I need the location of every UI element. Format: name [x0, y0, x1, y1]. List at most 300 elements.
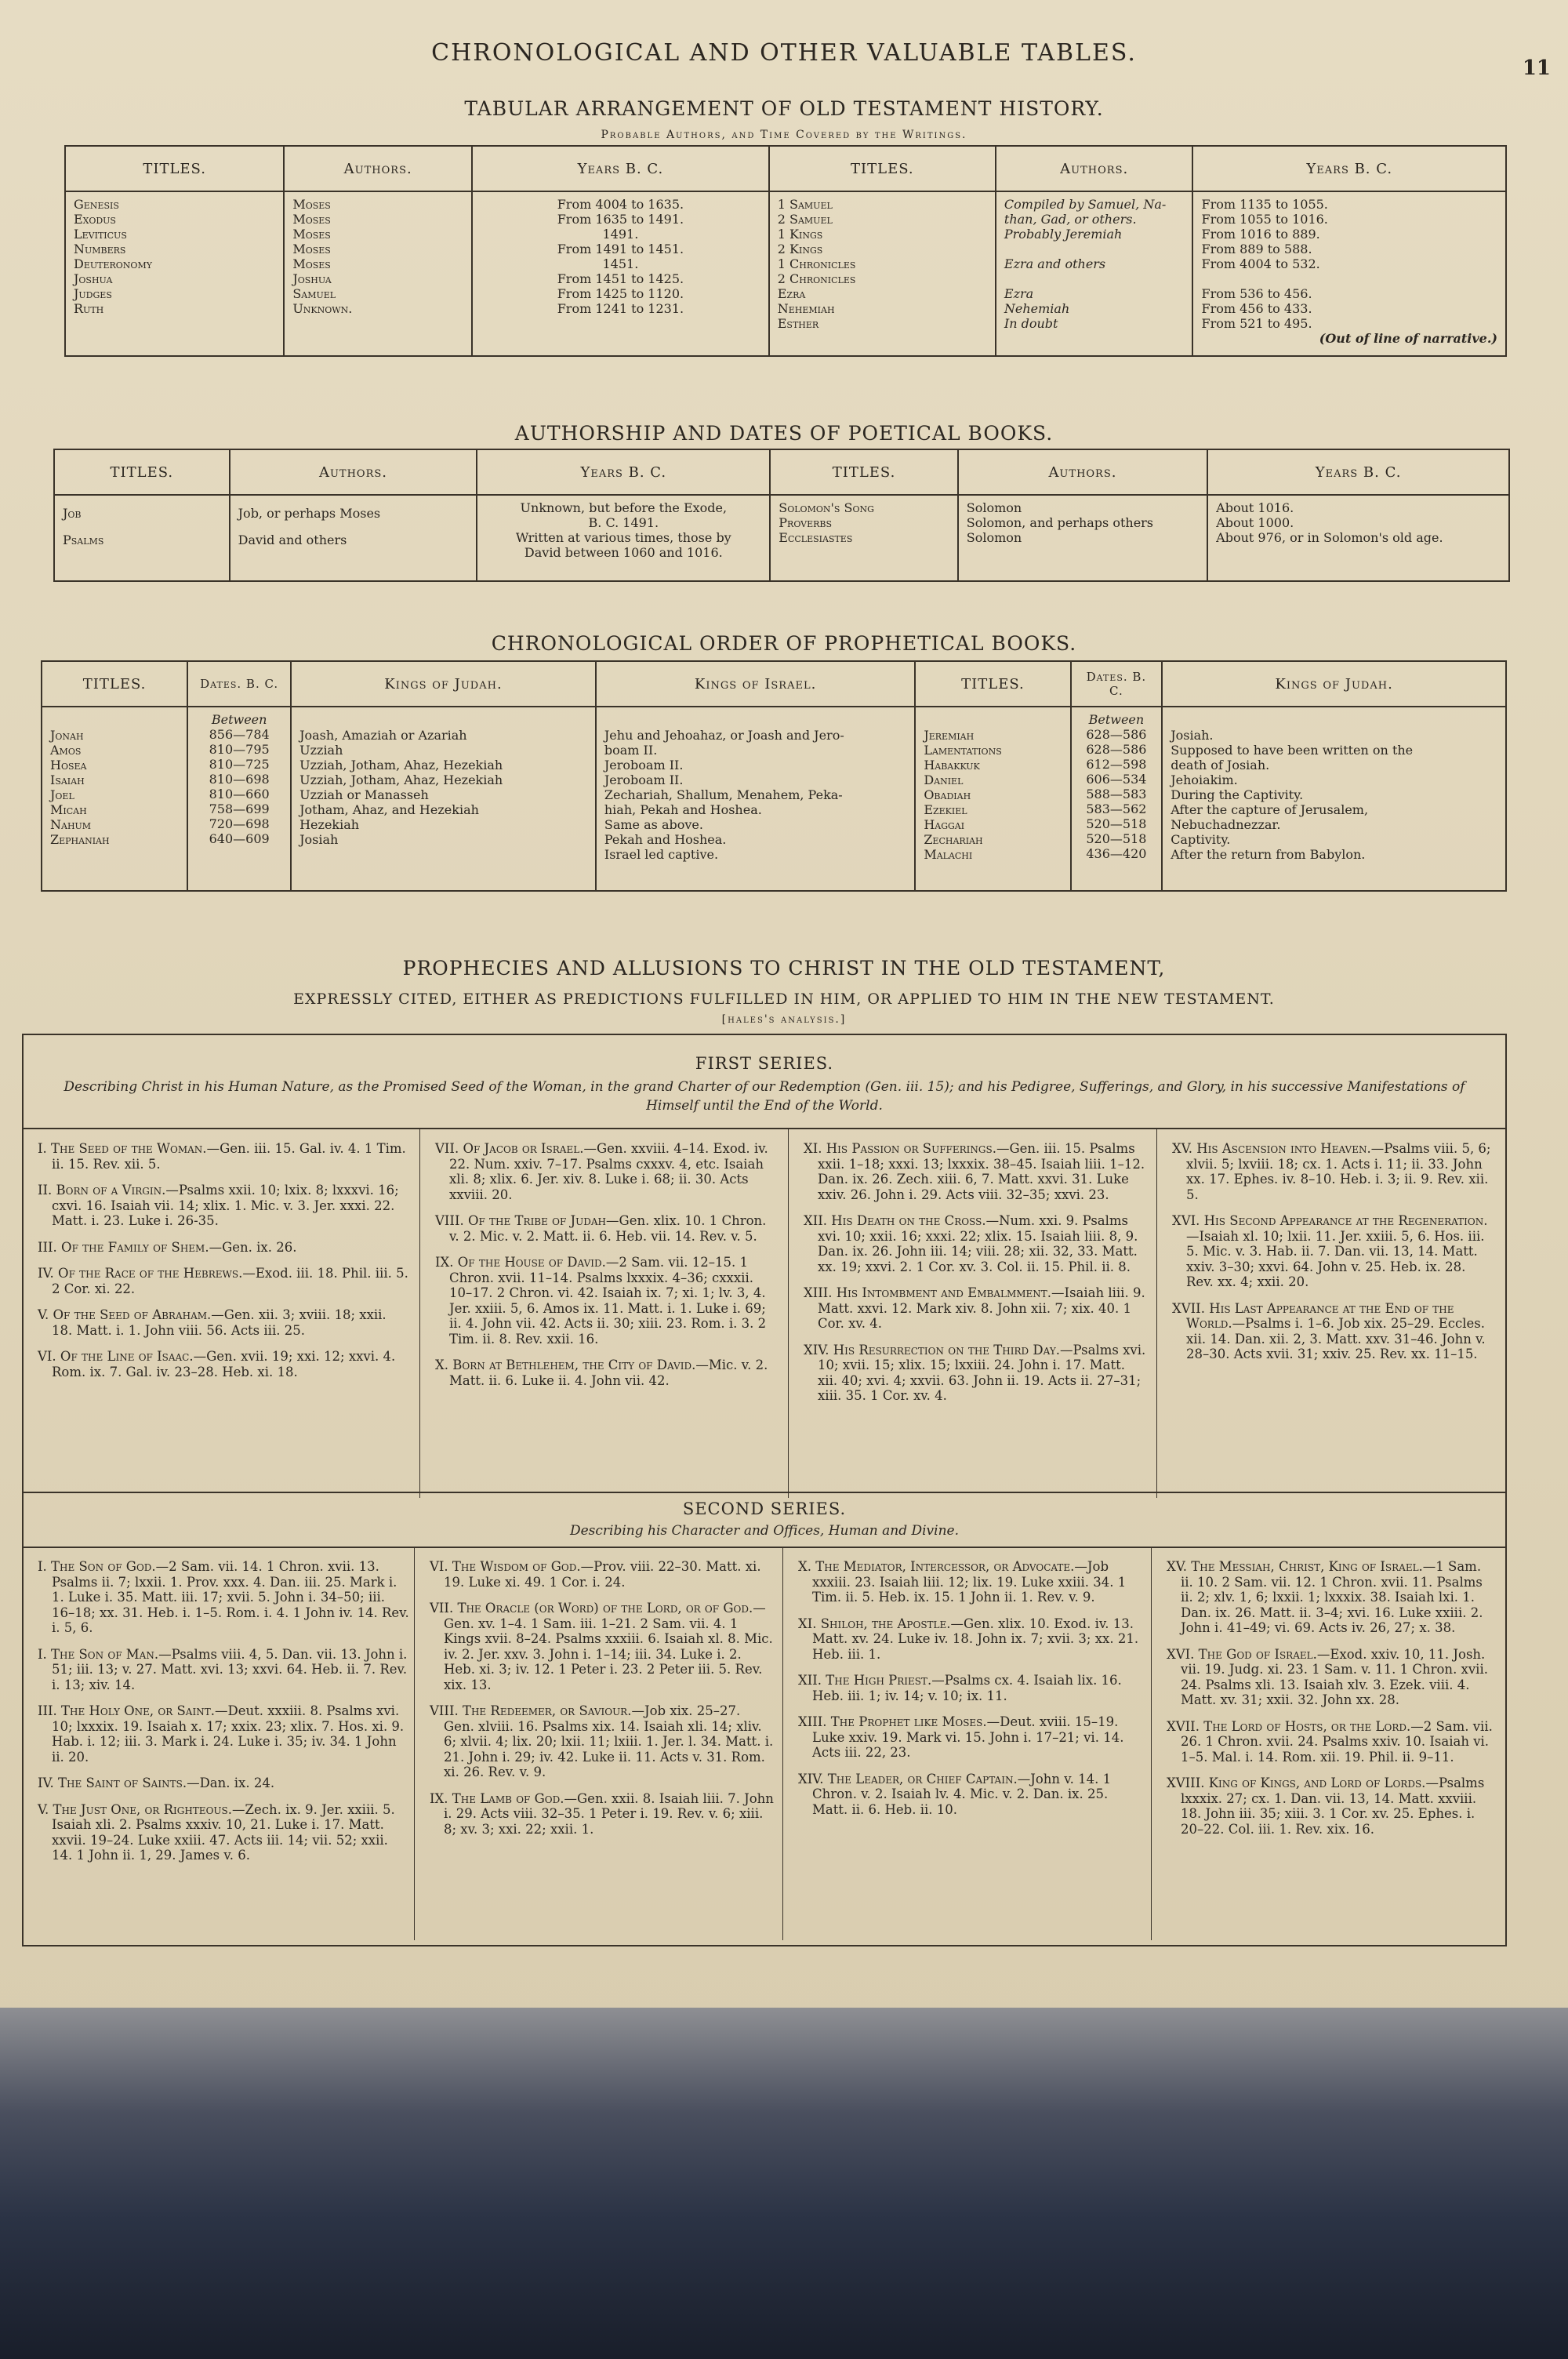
col-header: Years B. C. — [1207, 449, 1509, 495]
prophetical-left-titles — [42, 707, 187, 891]
col-header: Years B. C. — [477, 449, 770, 495]
prophecy-entry-refs: —Gen. xlix. 10. 1 Chron. v. 2. Mic. v. 2. Matt. ii. 6. Heb. vii. 14. Rev. v. 5. — [449, 1213, 767, 1244]
table-line: Joshua — [74, 271, 113, 286]
prophecy-entry-title: IV. Of the Race of the Hebrews. — [38, 1266, 243, 1281]
col-header: Authors. — [230, 449, 477, 495]
table-line: Captivity. — [1171, 832, 1231, 847]
table-line: Moses — [292, 256, 331, 271]
table-line: Jeremiah — [924, 728, 975, 743]
table-line: During the Captivity. — [1171, 787, 1304, 802]
prophecy-entry-title: XI. His Passion or Sufferings. — [804, 1141, 996, 1156]
second-series-description: Describing his Character and Offices, Human and Divine. — [569, 1523, 960, 1539]
right-authors-cell — [996, 191, 1193, 356]
table-line: After the return from Babylon. — [1171, 847, 1366, 862]
between-label: Between — [1088, 712, 1145, 727]
prophecy-entry-title: XVII. The Lord of Hosts, or the Lord. — [1167, 1718, 1411, 1734]
prophecy-entry-title: XVII. His Last Appearance at the End of the World. — [1172, 1300, 1454, 1331]
table-line: From 4004 to 1635. — [557, 197, 684, 212]
table-line: 588—583 — [1086, 787, 1147, 801]
prophecy-entry — [798, 1772, 1143, 1818]
table-line: Compiled by Samuel, Na- — [1004, 197, 1167, 212]
table-line: hiah, Pekah and Hoshea. — [604, 802, 762, 817]
table-line: 1 Samuel — [777, 197, 833, 212]
table-line: 810—725 — [209, 757, 270, 772]
prophecy-entry-title: XIV. The Leader, or Chief Captain. — [798, 1771, 1018, 1787]
table-line: 436—420 — [1086, 846, 1147, 861]
prophecy-entry-refs: —2 Sam. vii. 12–15. 1 Chron. xvii. 11–14. Psalms lxxxix. 4–36; cxxxii. 10–17. 2 Chron. vi. 42. Isaiah ix. 7; xi. 1; lv. 3, 4. Jer. xxiii. 5, 6. Amos ix. 11. Matt. i. 1. Luke i. 69; ii. 4. John vii. 42. Acts ii. 30; xiii. 23. Rom. i. 3. 2 Tim. ii. 8. Rev. xxii. 16. — [449, 1255, 767, 1347]
table-line: Uzziah or Manasseh — [299, 787, 429, 802]
table-line: 628—586 — [1086, 742, 1147, 757]
table-line: Haggai — [924, 817, 965, 832]
table-line: Joel — [50, 787, 74, 802]
prophecy-entry — [38, 1776, 410, 1791]
table-line: Probably Jeremiah — [1004, 227, 1123, 242]
prophecy-entry — [798, 1714, 1143, 1761]
second-series-heading: SECOND SERIES. — [682, 1499, 847, 1518]
table-line: Uzziah, Jotham, Ahaz, Hezekiah — [299, 772, 503, 787]
main-title: CHRONOLOGICAL AND OTHER VALUABLE TABLES. — [431, 39, 1137, 67]
prophecy-entry-title: XII. His Death on the Cross. — [804, 1213, 986, 1228]
table-line: Moses — [292, 212, 331, 227]
prophecy-entry-refs: —Deut. xxxiii. 8. Psalms xvi. 10; lxxxix. 19. Isaiah x. 17; xxix. 23; xlix. 7. Hos. xi. 9. Hab. i. 12; iii. 3. Mark i. 24. Luke i. 35; iv. 34. 1 John ii. 20. — [52, 1703, 405, 1765]
table-line: Jeroboam II. — [604, 772, 684, 787]
poetical-left-titles — [54, 495, 230, 581]
col-header: Dates. B. C. — [1071, 661, 1163, 707]
table-line: From 1241 to 1231. — [557, 301, 684, 316]
prophecy-entry-refs: —Psalms xxii. 10; lxix. 8; lxxxvi. 16; cxvi. 16. Isaiah vii. 14; xlix. 1. Mic. v. 3. Jer. xxxi. 22. Matt. i. 23. Luke i. 26-35. — [52, 1183, 399, 1228]
table-line: Judges — [74, 286, 112, 301]
prophecy-entry-refs: —Gen. xlix. 10. Exod. iv. 13. Matt. xv. 24. Luke iv. 18. John ix. 7; xvii. 3; xx. 21. Heb. iii. 1. — [812, 1616, 1139, 1662]
second-series-col-3 — [798, 1559, 1143, 1828]
prophecy-entry-refs: —Gen. ix. 26. — [209, 1239, 297, 1255]
table-line: Numbers — [74, 242, 126, 256]
ot-history-subtitle: Probable Authors, and Time Covered by the Writings. — [601, 129, 967, 141]
prophecy-entry-refs: —Isaiah liii. 9. Matt. xxvi. 12. Mark xiv. 8. John xii. 7; xix. 40. 1 Cor. xv. 4. — [818, 1285, 1145, 1331]
prophecy-entry-refs: —Psalms viii. 5, 6; xlvii. 5; lxviii. 18; cx. 1. Acts i. 11; ii. 33. John xx. 17. Ephes. iv. 8–10. Heb. i. 3; ii. 9. Rev. xii. 5. — [1186, 1141, 1491, 1202]
prophecy-entry-refs: —Psalms cx. 4. Isaiah lix. 16. Heb. iii. 1; iv. 14; v. 10; ix. 11. — [812, 1673, 1122, 1703]
col-header: Authors. — [284, 146, 472, 191]
table-line: Ezekiel — [924, 802, 967, 817]
prophetical-left-title-list — [50, 728, 179, 847]
col-header: Kings of Israel. — [596, 661, 915, 707]
prophecy-entry — [435, 1358, 780, 1388]
prophecy-entry-title: X. Born at Bethlehem, the City of David. — [435, 1358, 696, 1372]
right-years-list — [1201, 197, 1497, 331]
prophecy-entry-title: IX. Of the House of David. — [435, 1255, 606, 1270]
israel-list — [604, 728, 906, 862]
prophecy-entry-refs: —Deut. xviii. 15–19. Luke xxiv. 19. Mark vi. 15. John i. 17–21; vi. 14. Acts iii. 22, 23. — [812, 1714, 1124, 1760]
col-header: TITLES. — [54, 449, 230, 495]
col-header: Authors. — [958, 449, 1207, 495]
table-line: Job — [63, 506, 82, 521]
prophetical-table — [41, 660, 1507, 892]
prophecy-entry-refs: —Job xix. 25–27. Gen. xlviii. 16. Psalms xix. 14. Isaiah xli. 14; xliv. 6; xlvii. 4; lix. 20; lxii. 11; lxiii. 1. Jer. l. 34. Matt. i. 21. John i. 29; iv. 42. Luke ii. 11. Acts v. 31. Rom. xi. 26. Rev. v. 9. — [444, 1703, 774, 1779]
table-line: Jehoiakim. — [1171, 772, 1238, 787]
prophecy-entry-refs: —Mic. v. 2. Matt. ii. 6. Luke ii. 4. John vii. 42. — [449, 1358, 768, 1388]
table-line: 640—609 — [209, 831, 270, 846]
prophetical-left-date-list — [196, 727, 282, 846]
prophecy-entry-title: XI. Shiloh, the Apostle. — [798, 1616, 951, 1631]
table-line: From 536 to 456. — [1201, 286, 1312, 301]
table-line: From 1055 to 1016. — [1201, 212, 1328, 227]
prophecy-entry — [804, 1343, 1149, 1404]
table-line: From 521 to 495. — [1201, 316, 1312, 331]
prophecy-entry — [38, 1183, 410, 1229]
prophecy-entry-title: VIII. Of the Tribe of Judah — [435, 1213, 607, 1228]
table-line: About 1016. — [1216, 500, 1294, 515]
first-series-col-1 — [38, 1141, 410, 1390]
table-line: 2 Kings — [777, 242, 823, 256]
col-header: TITLES. — [915, 661, 1070, 707]
table-line: Joshua — [292, 271, 332, 286]
table-line: Nehemiah — [1004, 301, 1070, 316]
prophecy-entry-refs: —2 Sam. vii. 14. 1 Chron. xvii. 13. Psalms ii. 7; lxxii. 1. Prov. xxx. 4. Dan. iii. 25. Mark i. 1. Luke i. 35. Matt. iii. 17; xvii. 5. John i. 34–50; iii. 16–18; xx. 31. Heb. i. 1–5. Rom. i. 4. 1 John iv. 14. Rev. i. 5, 6. — [52, 1559, 409, 1635]
prophetical-israel — [596, 707, 915, 891]
table-line: From 1635 to 1491. — [557, 212, 684, 227]
prophecy-entry — [1172, 1301, 1494, 1362]
table-line: Ezra — [1004, 286, 1034, 301]
prophecy-entry-title: V. The Just One, or Righteous. — [38, 1801, 232, 1817]
table-line: Moses — [292, 242, 331, 256]
poetical-left-authors — [230, 495, 477, 581]
prophecy-entry — [798, 1559, 1143, 1605]
prophecies-box — [22, 1034, 1507, 1946]
table-line: Habakkuk — [924, 758, 980, 772]
prophecy-entry-refs: —Gen. iii. 15. Psalms xxii. 1–18; xxxi. 13; lxxxix. 38–45. Isaiah liii. 1–12. Dan. ix. 26. Zech. xiii. 6, 7. Matt. xxvi. 31. Luke xxiv. 26. John i. 29. Acts viii. 32–35; xxvi. 23. — [818, 1141, 1145, 1202]
prophecy-entry-refs: —Psalms xvi. 10; xvii. 15; xlix. 15; lxxiii. 24. John i. 17. Matt. xii. 40; xvi. 4; xxvii. 63. John ii. 19. Acts ii. 27–31; xiii. 35. 1 Cor. xv. 4. — [818, 1342, 1146, 1403]
prophecy-entry-title: II. Born of a Virgin. — [38, 1183, 166, 1198]
hales-analysis: [hales's analysis.] — [721, 1013, 847, 1026]
prophecy-entry — [1167, 1776, 1496, 1837]
col-header: TITLES. — [42, 661, 187, 707]
between-label: Between — [211, 712, 267, 727]
table-line: Amos — [50, 743, 82, 758]
prophecy-entry-refs: —2 Sam. vii. 26. 1 Chron. xvii. 24. Psalms xxiv. 10. Isaiah vi. 1–5. Mal. i. 14. Rom. xii. 19. Phil. ii. 9–11. — [1181, 1718, 1493, 1765]
prophecy-entry-refs: —Gen. xxviii. 4–14. Exod. iv. 22. Num. xxiv. 7–17. Psalms cxxxv. 4, etc. Isaiah xli. 8; xlix. 6. Jer. xiv. 8. Luke i. 68; ii. 30. Acts xxviii. 20. — [449, 1141, 768, 1202]
table-line: Samuel — [292, 286, 336, 301]
table-line: Israel led captive. — [604, 847, 719, 862]
table-line: Exodus — [74, 212, 116, 227]
table-line: Nehemiah — [777, 301, 835, 316]
table-line: Solomon — [966, 500, 1022, 515]
table-line: Jehu and Jehoahaz, or Joash and Jero- — [604, 728, 844, 743]
prophecy-entry-title: III. Of the Family of Shem. — [38, 1239, 209, 1255]
table-line: Deuteronomy — [74, 256, 152, 271]
table-line: 1451. — [602, 256, 639, 271]
table-line: Isaiah — [50, 772, 85, 787]
prophecy-entry — [804, 1285, 1149, 1332]
prophecy-entry-title: X. The Mediator, Intercessor, or Advocate. — [798, 1559, 1075, 1574]
col-header: Kings of Judah. — [291, 661, 596, 707]
table-line: Micah — [50, 802, 87, 817]
col-header: Years B. C. — [472, 146, 769, 191]
table-line: Ruth — [74, 301, 104, 316]
table-line: Psalms — [63, 533, 104, 547]
table-line: Same as above. — [604, 817, 703, 832]
prophecy-entry — [1172, 1213, 1494, 1290]
ot-history-title: TABULAR ARRANGEMENT OF OLD TESTAMENT HISTORY. — [464, 97, 1104, 120]
table-line — [1004, 271, 1185, 286]
table-line: Josiah. — [1171, 728, 1214, 743]
prophecy-entry-refs: —Psalms i. 1–6. Job xix. 25–29. Eccles. xii. 14. Dan. xii. 2, 3. Matt. xxv. 31–46. John v. 28–30. Acts xvii. 31; xxiv. 25. Rev. xx. 11–15. — [1186, 1316, 1486, 1361]
col-header: Dates. B. C. — [187, 661, 291, 707]
prophecy-entry — [1167, 1719, 1496, 1765]
table-line: Supposed to have been written on the — [1171, 743, 1414, 758]
prophecy-entry-refs: —Gen. iii. 15. Gal. iv. 4. 1 Tim. ii. 15. Rev. xii. 5. — [52, 1141, 406, 1172]
table-line: Solomon — [966, 530, 1022, 545]
table-line: Zechariah — [924, 832, 983, 847]
prophetical-title: CHRONOLOGICAL ORDER OF PROPHETICAL BOOKS. — [491, 632, 1077, 655]
prophecy-entry — [38, 1647, 410, 1693]
table-line: 628—586 — [1086, 727, 1147, 742]
table-line: Hezekiah — [299, 817, 360, 832]
table-line: 2 Chronicles — [777, 271, 856, 286]
prophecy-entry-refs: —John v. 14. 1 Chron. v. 2. Isaiah lv. 4. Mic. v. 2. Dan. ix. 25. Matt. ii. 6. Heb. ii. 10. — [812, 1771, 1112, 1817]
table-line: Esther — [777, 316, 819, 331]
prophecy-entry-title: I. The Son of God. — [38, 1559, 156, 1574]
table-line: Lamentations — [924, 743, 1002, 758]
table-line: than, Gad, or others. — [1004, 212, 1137, 227]
dark-background — [0, 2008, 1568, 2359]
table-line: boam II. — [604, 743, 658, 758]
table-line: 1491. — [602, 227, 639, 242]
table-line: Nahum — [50, 817, 92, 832]
prophecy-entry-refs: —Isaiah xl. 10; lxii. 11. Jer. xxiii. 5, 6. Hos. iii. 5. Mic. v. 3. Hab. ii. 7. Dan. vii. 13, 14. Matt. xxiv. 3–30; xxvi. 64. John v. 25. Heb. ix. 28. Rev. xx. 4; xxii. 20. — [1186, 1228, 1485, 1289]
table-line: Nebuchadnezzar. — [1171, 817, 1281, 832]
prophecy-entry-title: XVI. His Second Appearance at the Regeneration. — [1172, 1213, 1488, 1228]
table-line: From 456 to 433. — [1201, 301, 1312, 316]
right-titles-cell — [769, 191, 996, 356]
table-line: Daniel — [924, 772, 964, 787]
table-line: Moses — [292, 227, 331, 242]
table-line: 520—518 — [1086, 831, 1147, 846]
col-header: TITLES. — [770, 449, 958, 495]
page-number: 11 — [1522, 56, 1551, 80]
table-line: 720—698 — [209, 816, 270, 831]
prophecy-entry-title: I. The Seed of the Woman. — [38, 1141, 207, 1156]
prophetical-right-dates — [1071, 707, 1163, 891]
table-line: From 1016 to 889. — [1201, 227, 1320, 242]
prophecy-entry — [804, 1213, 1149, 1274]
table-line: Uzziah — [299, 743, 343, 758]
prophecy-entry-title: XV. The Messiah, Christ, King of Israel. — [1167, 1559, 1423, 1574]
narrative-note: (Out of line of narrative.) — [1319, 331, 1497, 346]
prophetical-judah-right — [1162, 707, 1506, 891]
table-line: Obadiah — [924, 787, 971, 802]
prophecy-entry — [798, 1673, 1143, 1703]
prophecy-entry-title: XVIII. King of Kings, and Lord of Lords. — [1167, 1776, 1426, 1790]
col-header: TITLES. — [769, 146, 996, 191]
table-line: Job, or perhaps Moses — [238, 506, 381, 521]
prophecy-entry — [435, 1213, 780, 1244]
second-series-col-4 — [1167, 1559, 1496, 1848]
table-line: Unknown. — [292, 301, 353, 316]
prophecy-entry — [798, 1616, 1143, 1663]
prophecy-entry-refs: —Dan. ix. 24. — [187, 1776, 275, 1790]
table-line: From 1425 to 1120. — [557, 286, 684, 301]
table-line: 810—660 — [209, 787, 270, 801]
table-line: 583—562 — [1086, 801, 1147, 816]
table-line: From 889 to 588. — [1201, 242, 1312, 256]
poetical-right-titles — [770, 495, 958, 581]
left-authors-cell — [284, 191, 472, 356]
col-header: Years B. C. — [1192, 146, 1506, 191]
prophecy-entry — [804, 1141, 1149, 1202]
table-line: Solomon's Song — [779, 500, 874, 515]
table-line: Hosea — [50, 758, 87, 772]
table-line: Solomon, and perhaps others — [966, 515, 1154, 530]
table-line: Ecclesiastes — [779, 530, 853, 545]
first-series-heading: FIRST SERIES. — [695, 1054, 834, 1073]
table-line: From 1491 to 1451. — [557, 242, 684, 256]
prophecy-entry-refs: —Gen. xvii. 19; xxi. 12; xxvi. 4. Rom. ix. 7. Gal. iv. 23–28. Heb. xi. 18. — [52, 1349, 396, 1379]
prophecy-entry-title: V. Of the Seed of Abraham. — [38, 1307, 212, 1322]
prophetical-judah-left — [291, 707, 596, 891]
table-line: Uzziah, Jotham, Ahaz, Hezekiah — [299, 758, 503, 772]
prophecy-entry — [38, 1703, 410, 1765]
prophecy-entry-title: XII. The High Priest. — [798, 1673, 932, 1688]
prophecy-entry-refs: —Psalms viii. 4, 5. Dan. vii. 13. John i. 51; iii. 13; v. 27. Matt. xvi. 13; xxvi. 64. Heb. ii. 7. Rev. i. 13; xiv. 14. — [52, 1646, 408, 1692]
prophecy-entry-title: IX. The Lamb of God. — [430, 1790, 564, 1806]
prophecy-entry-title: XIII. The Prophet like Moses. — [798, 1714, 987, 1729]
table-line: Moses — [292, 197, 331, 212]
prophecy-entry-refs: —Gen. xii. 3; xviii. 18; xxii. 18. Matt. i. 1. John viii. 56. Acts iii. 25. — [52, 1307, 387, 1338]
prophecy-entry-title: XV. His Ascension into Heaven. — [1172, 1141, 1371, 1156]
table-line: Zechariah, Shallum, Menahem, Peka- — [604, 787, 843, 802]
prophecy-entry-title: I. The Son of Man. — [38, 1646, 159, 1662]
table-line: David between 1060 and 1016. — [524, 545, 723, 560]
table-line: 612—598 — [1086, 757, 1147, 772]
table-line: Joash, Amaziah or Azariah — [299, 728, 467, 743]
prophecy-entry-refs: —Exod. iii. 18. Phil. iii. 5. 2 Cor. xi. 22. — [52, 1266, 408, 1296]
prophecy-entry-title: VIII. The Redeemer, or Saviour. — [430, 1703, 632, 1718]
table-line: Leviticus — [74, 227, 127, 242]
prophecy-entry — [1167, 1647, 1496, 1708]
poetical-title: AUTHORSHIP AND DATES OF POETICAL BOOKS. — [514, 422, 1054, 445]
poetical-left-years — [477, 495, 770, 581]
table-line: Zephaniah — [50, 832, 110, 847]
prophecy-entry — [1172, 1141, 1494, 1202]
prophecy-entry-title: XIII. His Intombment and Embalmment. — [804, 1285, 1052, 1300]
prophecy-entry-refs: —Prov. viii. 22–30. Matt. xi. 19. Luke xi. 49. 1 Cor. i. 24. — [444, 1559, 761, 1590]
prophetical-right-titles — [915, 707, 1070, 891]
prophecies-title: PROPHECIES AND ALLUSIONS TO CHRIST IN THE OLD TESTAMENT, — [402, 957, 1166, 980]
table-line — [1201, 271, 1497, 286]
prophecy-entry-refs: —1 Sam. ii. 10. 2 Sam. vii. 12. 1 Chron. xvii. 11. Psalms ii. 2; xlv. 1, 6; lxxii. 1; lxxxix. 38. Isaiah lxi. 1. Dan. ix. 26. Matt. ii. 3–4; xvi. 16. Luke xxiii. 2. John i. 41–49; vi. 69. Acts iv. 26, 27; x. 38. — [1181, 1559, 1483, 1635]
prophecy-entry-title: IV. The Saint of Saints. — [38, 1776, 187, 1790]
table-line: Proverbs — [779, 515, 833, 530]
col-header: Kings of Judah. — [1162, 661, 1506, 707]
table-line: 810—795 — [209, 742, 270, 757]
prophecy-entry-title: III. The Holy One, or Saint. — [38, 1703, 215, 1718]
right-years-cell — [1192, 191, 1506, 356]
prophecy-entry-title: VII. Of Jacob or Israel. — [435, 1141, 584, 1156]
table-line: David and others — [238, 533, 347, 547]
table-line: 810—698 — [209, 772, 270, 787]
col-header: Authors. — [996, 146, 1193, 191]
table-line: Written at various times, those by — [515, 530, 731, 545]
first-series-description: Describing Christ in his Human Nature, as the Promised Seed of the Woman, in the grand Charter of our Redemption (Gen. iii. 15); and his Pedigree, Sufferings, and Glory, in his successive Manifestations of Himself until the End of the World. — [64, 1079, 1465, 1114]
prophecy-entry — [38, 1141, 410, 1172]
prophecy-entry — [430, 1559, 775, 1590]
prophecy-entry — [38, 1349, 410, 1379]
prophetical-right-date-list — [1080, 727, 1154, 861]
prophecy-entry — [38, 1802, 410, 1863]
table-line: 2 Samuel — [777, 212, 833, 227]
prophecies-subtitle: EXPRESSLY CITED, EITHER AS PREDICTIONS FULFILLED IN HIM, OR APPLIED TO HIM IN THE NEW TESTAMENT. — [293, 990, 1275, 1008]
table-line: Ezra — [777, 286, 806, 301]
table-line: About 976, or in Solomon's old age. — [1216, 530, 1443, 545]
poetical-table — [53, 449, 1510, 582]
poetical-right-authors — [958, 495, 1207, 581]
table-line: 758—699 — [209, 801, 270, 816]
left-titles-cell — [65, 191, 284, 356]
table-line: Jonah — [50, 728, 84, 743]
table-line: From 1451 to 1425. — [557, 271, 684, 286]
table-line: Pekah and Hoshea. — [604, 832, 727, 847]
first-series-col-4 — [1172, 1141, 1494, 1373]
table-line: B. C. 1491. — [588, 515, 659, 530]
table-line: 1 Chronicles — [777, 256, 856, 271]
prophecy-entry-refs: —Zech. ix. 9. Jer. xxiii. 5. Isaiah xli. 2. Psalms xxxiv. 10, 21. Luke i. 17. Matt. xxvii. 19–24. Luke xxiii. 47. Acts iii. 14; vii. 52; xxii. 14. 1 John ii. 1, 29. James v. 6. — [52, 1801, 395, 1863]
prophecy-entry — [38, 1240, 410, 1256]
ot-history-table — [64, 145, 1507, 357]
table-line: In doubt — [1004, 316, 1058, 331]
prophecy-entry — [38, 1559, 410, 1636]
first-series-col-3 — [804, 1141, 1149, 1415]
table-line: death of Josiah. — [1171, 758, 1270, 772]
prophecy-entry-refs: —Job xxxiii. 23. Isaiah liii. 12; lix. 19. Luke xxiii. 34. 1 Tim. ii. 5. Heb. ix. 15. 1 John ii. 1. Rev. v. 9. — [812, 1559, 1127, 1605]
prophetical-left-dates — [187, 707, 291, 891]
prophecy-entry-refs: —Gen. xv. 1–4. 1 Sam. iii. 1–21. 2 Sam. vii. 4. 1 Kings xvii. 8–24. Psalms xxxiii. 6. Isaiah xl. 8. Mic. iv. 2. Jer. xxv. 3. John i. 1–14; iii. 34. Luke i. 2. Heb. xi. 3; iv. 12. 1 Peter i. 23. 2 Peter iii. 5. Rev. xix. 13. — [444, 1601, 773, 1692]
prophecy-entry — [1167, 1559, 1496, 1636]
table-line: Jeroboam II. — [604, 758, 684, 772]
prophecy-entry-refs: —Exod. xxiv. 10, 11. Josh. vii. 19. Judg. xi. 23. 1 Sam. v. 11. 1 Chron. xvii. 24. Psalms xli. 13. Isaiah xlv. 3. Ezek. viii. 4. Matt. xv. 31; xxii. 32. John xx. 28. — [1181, 1646, 1488, 1707]
table-line: 856—784 — [209, 727, 270, 742]
prophecy-entry-refs: —Gen. xxii. 8. Isaiah liii. 7. John i. 29. Acts viii. 32–35. 1 Peter i. 19. Rev. v. 6; xiii. 8; xv. 3; xxi. 22; xxii. 1. — [444, 1790, 774, 1837]
prophecy-entry — [435, 1141, 780, 1202]
table-line: From 4004 to 532. — [1201, 256, 1320, 271]
prophecy-entry — [38, 1307, 410, 1338]
table-line: Jotham, Ahaz, and Hezekiah — [299, 802, 479, 817]
table-line: Genesis — [74, 197, 119, 212]
prophecy-entry — [38, 1266, 410, 1296]
prophecy-entry — [430, 1791, 775, 1837]
table-line: 520—518 — [1086, 816, 1147, 831]
table-line: Malachi — [924, 847, 973, 862]
table-line: Josiah — [299, 832, 339, 847]
second-series-col-2 — [430, 1559, 775, 1848]
prophecy-entry — [435, 1255, 780, 1347]
table-line: Ezra and others — [1004, 256, 1106, 271]
table-line: After the capture of Jerusalem, — [1171, 802, 1369, 817]
prophecy-entry-refs: —Num. xxi. 9. Psalms xvi. 10; xxii. 16; xxxi. 22; xlix. 15. Isaiah liii. 8, 9. Dan. ix. 26. John iii. 14; viii. 28; xii. 32, 33. Matt. xx. 19; xxvi. 2. 1 Cor. xv. 3. Col. ii. 15. Phil. ii. 8. — [818, 1213, 1138, 1274]
table-line — [1004, 242, 1185, 256]
first-series-col-2 — [435, 1141, 780, 1399]
second-series-col-1 — [38, 1559, 410, 1874]
prophecy-entry — [430, 1601, 775, 1692]
prophecy-entry-title: XIV. His Resurrection on the Third Day. — [804, 1342, 1060, 1358]
prophecy-entry-title: XVI. The God of Israel. — [1167, 1646, 1317, 1662]
judah-left-list — [299, 728, 587, 847]
table-line: 1 Kings — [777, 227, 823, 242]
table-line: 606—534 — [1086, 772, 1147, 787]
left-years-cell — [472, 191, 769, 356]
table-line: From 1135 to 1055. — [1201, 197, 1328, 212]
col-header: TITLES. — [65, 146, 284, 191]
judah-right-list — [1171, 728, 1497, 862]
poetical-right-years — [1207, 495, 1509, 581]
